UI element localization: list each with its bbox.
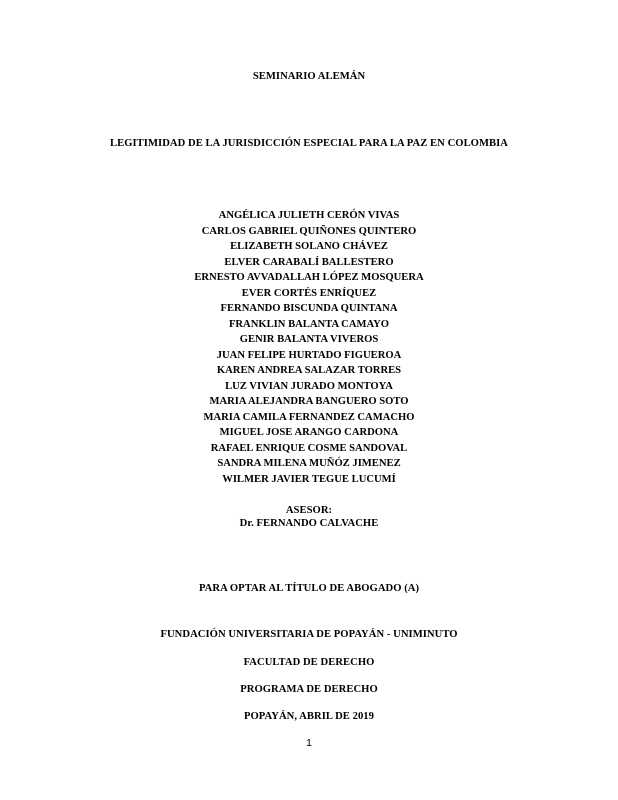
seminar-heading: SEMINARIO ALEMÁN	[252, 71, 366, 82]
institution-name: FUNDACIÓN UNIVERSITARIA DE POPAYÁN - UNIMINUTO	[160, 629, 458, 640]
author-name: ELVER CARABALÍ BALLESTERO	[224, 256, 394, 268]
program-name: PROGRAMA DE DERECHO	[240, 684, 378, 695]
author-name: FRANKLIN BALANTA CAMAYO	[228, 318, 390, 330]
author-name: ELIZABETH SOLANO CHÁVEZ	[230, 241, 388, 252]
author-name: KAREN ANDREA SALAZAR TORRES	[216, 365, 402, 376]
faculty-name: FACULTAD DE DERECHO	[243, 657, 375, 668]
author-name: ANGÉLICA JULIETH CERÓN VIVAS	[218, 210, 400, 221]
advisor-label: ASESOR:	[285, 505, 333, 516]
degree-statement: PARA OPTAR AL TÍTULO DE ABOGADO (A)	[198, 583, 420, 594]
page-number: 1	[306, 737, 312, 749]
place-date: POPAYÁN, ABRIL DE 2019	[243, 711, 374, 722]
author-list	[0, 208, 618, 487]
author-name: JUAN FELIPE HURTADO FIGUEROA	[216, 349, 402, 361]
author-name: MARIA ALEJANDRA BANGUERO SOTO	[209, 396, 409, 407]
thesis-title: LEGITIMIDAD DE LA JURISDICCIÓN ESPECIAL PARA LA PAZ EN COLOMBIA	[109, 138, 509, 149]
author-name: CARLOS GABRIEL QUIÑONES QUINTERO	[201, 225, 417, 237]
author-name: MIGUEL JOSE ARANGO CARDONA	[219, 427, 399, 438]
author-name: GENIR BALANTA VIVEROS	[239, 334, 379, 345]
advisor-name: Dr. FERNANDO CALVACHE	[239, 518, 379, 529]
author-name: ERNESTO AVVADALLAH LÓPEZ MOSQUERA	[194, 272, 424, 283]
author-name: SANDRA MILENA MUÑÓZ JIMENEZ	[217, 458, 401, 469]
author-name: FERNANDO BISCUNDA QUINTANA	[220, 303, 398, 314]
author-name: MARIA CAMILA FERNANDEZ CAMACHO	[203, 411, 415, 423]
author-name: WILMER JAVIER TEGUE LUCUMÍ	[222, 473, 396, 485]
author-name: EVER CORTÉS ENRÍQUEZ	[241, 287, 377, 299]
author-name: RAFAEL ENRIQUE COSME SANDOVAL	[210, 442, 408, 454]
author-name: LUZ VIVIAN JURADO MONTOYA	[225, 380, 393, 392]
